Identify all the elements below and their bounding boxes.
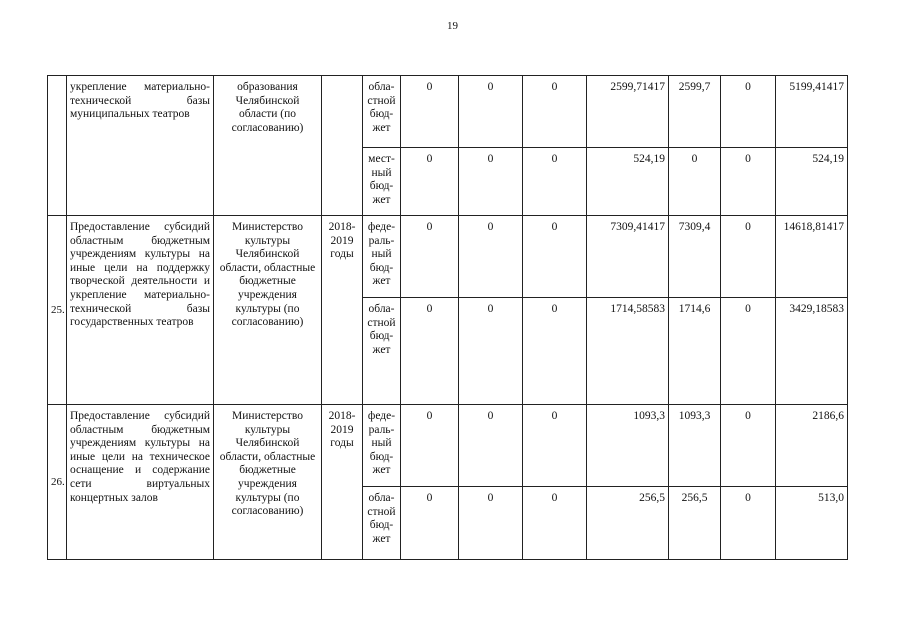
value-cell: 256,5 xyxy=(669,487,721,560)
value-cell: 0 xyxy=(523,298,587,405)
row-number: 25. xyxy=(48,216,67,405)
funding-source: мест-ный бюд-жет xyxy=(363,148,401,216)
value-cell: 0 xyxy=(523,148,587,216)
value-cell: 0 xyxy=(721,216,776,298)
total-cell: 524,19 xyxy=(776,148,848,216)
table-row xyxy=(48,216,848,298)
table-row xyxy=(48,76,848,148)
value-cell: 7309,4 xyxy=(669,216,721,298)
period: 2018-2019 годы xyxy=(322,405,363,560)
table-row xyxy=(48,405,848,487)
value-cell: 0 xyxy=(721,148,776,216)
value-cell: 0 xyxy=(459,148,523,216)
value-cell: 0 xyxy=(523,76,587,148)
budget-table xyxy=(47,75,848,560)
total-cell: 513,0 xyxy=(776,487,848,560)
value-cell: 0 xyxy=(721,298,776,405)
funding-source: феде-раль-ный бюд-жет xyxy=(363,216,401,298)
value-cell: 0 xyxy=(459,298,523,405)
value-cell: 0 xyxy=(401,148,459,216)
executor: Министерство культуры Челябинской области, областные бюджетные учреждения культуры (по согласованию) xyxy=(214,405,322,560)
total-cell: 5199,41417 xyxy=(776,76,848,148)
period xyxy=(322,76,363,216)
value-cell: 0 xyxy=(401,298,459,405)
value-cell: 0 xyxy=(721,405,776,487)
value-cell: 0 xyxy=(401,76,459,148)
value-cell: 1093,3 xyxy=(587,405,669,487)
value-cell: 524,19 xyxy=(587,148,669,216)
value-cell: 0 xyxy=(523,487,587,560)
funding-source: обла-стной бюд-жет xyxy=(363,487,401,560)
row-number xyxy=(48,76,67,216)
value-cell: 0 xyxy=(523,405,587,487)
total-cell: 14618,81417 xyxy=(776,216,848,298)
value-cell: 2599,71417 xyxy=(587,76,669,148)
value-cell: 0 xyxy=(523,216,587,298)
funding-source: феде-раль-ный бюд-жет xyxy=(363,405,401,487)
value-cell: 7309,41417 xyxy=(587,216,669,298)
value-cell: 1714,6 xyxy=(669,298,721,405)
value-cell: 0 xyxy=(459,76,523,148)
value-cell: 0 xyxy=(459,216,523,298)
period: 2018-2019 годы xyxy=(322,216,363,405)
value-cell: 0 xyxy=(459,405,523,487)
value-cell: 1714,58583 xyxy=(587,298,669,405)
value-cell: 2599,7 xyxy=(669,76,721,148)
value-cell: 0 xyxy=(401,216,459,298)
executor: образования Челябинской области (по согласованию) xyxy=(214,76,322,216)
page-number: 19 xyxy=(447,20,458,32)
value-cell: 0 xyxy=(401,487,459,560)
value-cell: 1093,3 xyxy=(669,405,721,487)
value-cell: 0 xyxy=(459,487,523,560)
event-name: Предоставление субсидий областным бюджетным учреждениям культуры на иные цели на техническое оснащение и содержание сети виртуальных концертных залов xyxy=(67,405,214,560)
event-name: Предоставление субсидий областным бюджетным учреждениям культуры на иные цели на поддержку творческой деятельности и укрепление материально-технической базы государственных театров xyxy=(67,216,214,405)
value-cell: 0 xyxy=(669,148,721,216)
value-cell: 0 xyxy=(401,405,459,487)
event-name: укрепление материально-технической базы муниципальных театров xyxy=(67,76,214,216)
executor: Министерство культуры Челябинской области, областные бюджетные учреждения культуры (по согласованию) xyxy=(214,216,322,405)
value-cell: 256,5 xyxy=(587,487,669,560)
row-number: 26. xyxy=(48,405,67,560)
value-cell: 0 xyxy=(721,76,776,148)
total-cell: 3429,18583 xyxy=(776,298,848,405)
funding-source: обла-стной бюд-жет xyxy=(363,76,401,148)
total-cell: 2186,6 xyxy=(776,405,848,487)
funding-source: обла-стной бюд-жет xyxy=(363,298,401,405)
value-cell: 0 xyxy=(721,487,776,560)
